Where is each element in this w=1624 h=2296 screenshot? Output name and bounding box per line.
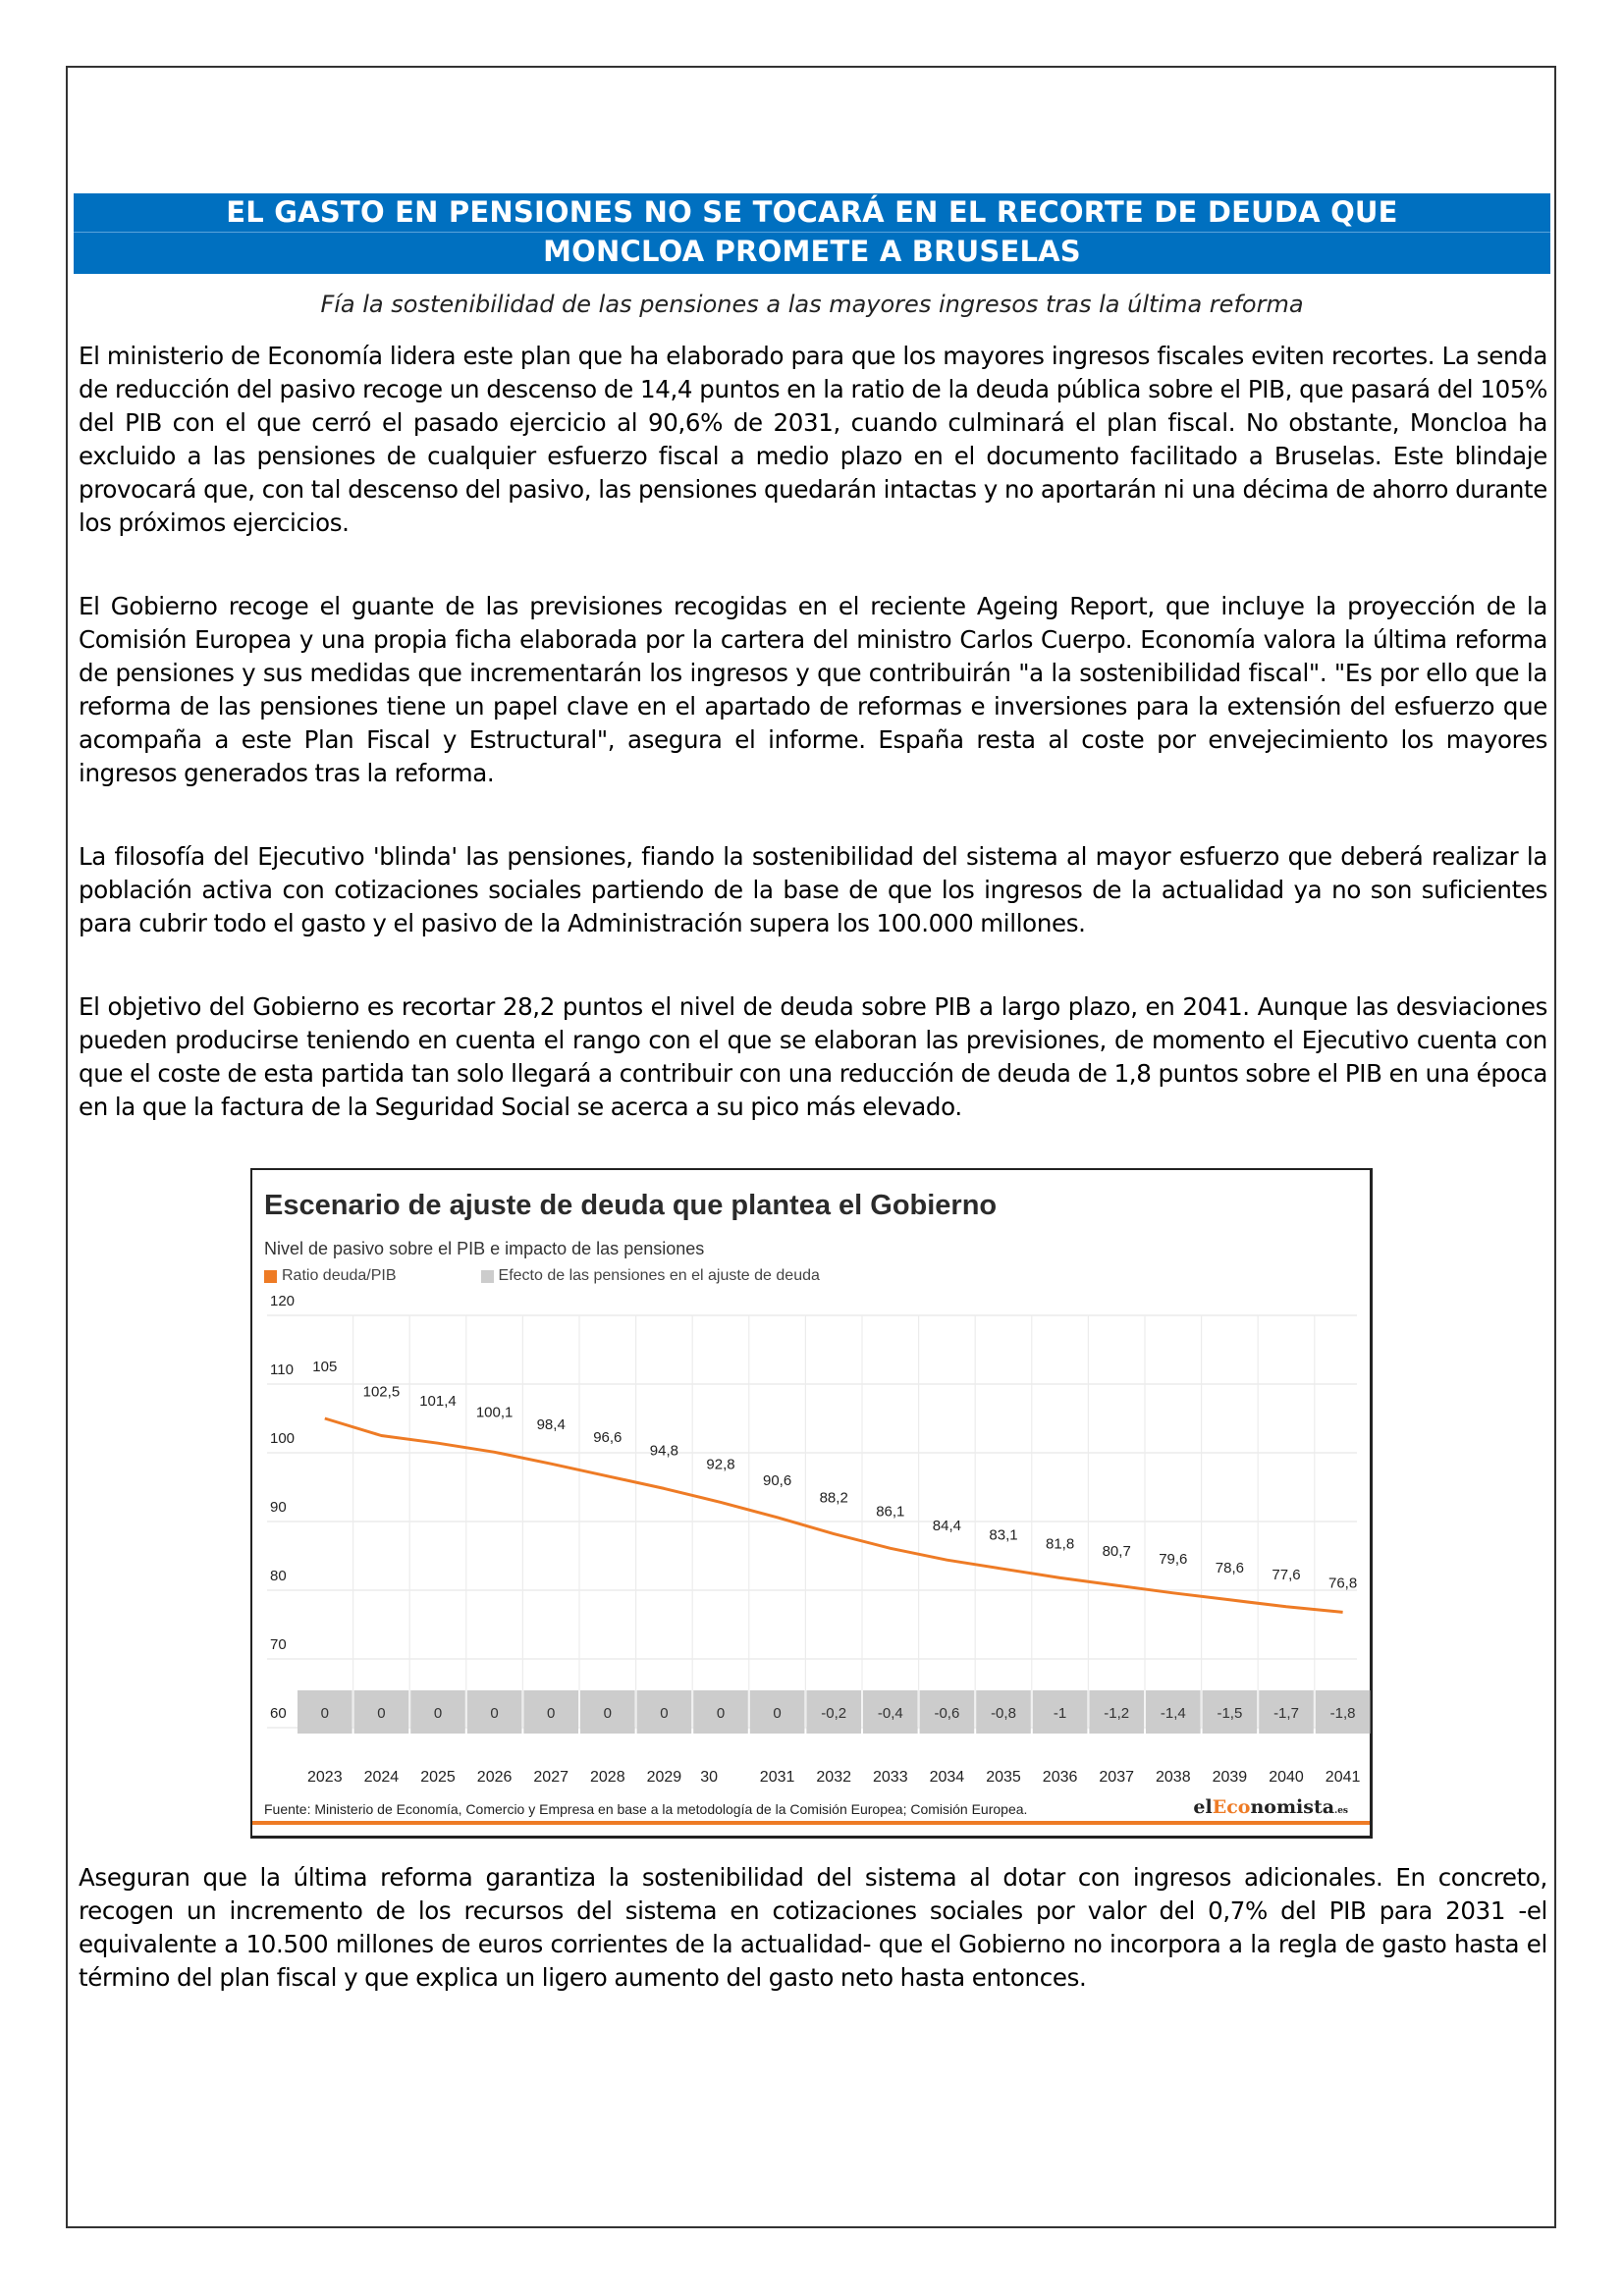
y-tick-label: 80 xyxy=(270,1568,287,1584)
x-tick-label: 2027 xyxy=(533,1769,568,1786)
x-tick-label: 2039 xyxy=(1212,1769,1248,1786)
pension-effect-value: -0,8 xyxy=(991,1705,1016,1722)
debt-chart xyxy=(250,1168,1373,1839)
pension-effect-value: 0 xyxy=(320,1705,329,1722)
x-tick-label: 2032 xyxy=(816,1769,851,1786)
x-tick-label: 30 xyxy=(700,1769,718,1786)
brand-pre: el xyxy=(1193,1796,1213,1818)
x-tick-label: 2023 xyxy=(307,1769,343,1786)
x-tick-label: 2040 xyxy=(1269,1769,1304,1786)
x-tick-label: 2034 xyxy=(929,1769,965,1786)
debt-ratio-line xyxy=(325,1418,1343,1612)
x-tick-label: 2038 xyxy=(1156,1769,1191,1786)
x-tick-label: 2025 xyxy=(420,1769,456,1786)
debt-ratio-label: 90,6 xyxy=(762,1471,792,1489)
headline-line-1: EL GASTO EN PENSIONES NO SE TOCARÁ EN EL RECORTE DE DEUDA QUE xyxy=(226,195,1398,229)
chart-plot-area xyxy=(252,1170,1372,1838)
y-tick-label: 120 xyxy=(270,1293,296,1309)
x-tick-label: 2036 xyxy=(1042,1769,1078,1786)
pension-effect-value: 0 xyxy=(773,1705,782,1722)
x-tick-label: 2035 xyxy=(986,1769,1021,1786)
debt-ratio-label: 80,7 xyxy=(1102,1543,1131,1561)
debt-ratio-label: 78,6 xyxy=(1215,1559,1245,1576)
paragraph-3: La filosofía del Ejecutivo 'blinda' las pensiones, fiando la sostenibilidad del sistema al mayor esfuerzo que deberá realizar la población activa con cotizaciones sociales partiendo de la base de que los ingresos de la actualidad ya no son suficientes para cubrir todo el gasto y el pasivo de la Administración supera los 100.000 millones. xyxy=(79,842,1547,937)
pension-effect-value: -0,6 xyxy=(934,1705,960,1722)
x-tick-label: 2026 xyxy=(476,1769,513,1786)
brand-suffix: .es xyxy=(1334,1806,1348,1816)
debt-ratio-label: 76,8 xyxy=(1327,1575,1358,1592)
pension-effect-value: -1,4 xyxy=(1160,1705,1186,1722)
pension-effect-value: 0 xyxy=(603,1705,612,1722)
paragraph-2: El Gobierno recoge el guante de las previsiones recogidas en el reciente Ageing Report, que incluye la proyección de la Comisión Europea y una propia ficha elaborada por la cartera del ministro Carlos Cuerpo. Economía valora la última reforma de pensiones y sus medidas que incrementarán los ingresos y que contribuirán "a la sostenibilidad fiscal". "Es por ello que la reforma de las pensiones tiene un papel clave en el apartado de reformas e inversiones para la extensión del esfuerzo que acompaña a este Plan Fiscal y Estructural", asegura el informe. España resta al coste por envejecimiento los mayores ingresos generados tras la reforma. xyxy=(79,592,1547,787)
debt-ratio-label: 77,6 xyxy=(1272,1566,1301,1583)
subheadline: Fía la sostenibilidad de las pensiones a las mayores ingresos tras la última reforma xyxy=(320,291,1304,318)
pension-effect-value: -1,8 xyxy=(1329,1705,1356,1722)
pension-effect-value: 0 xyxy=(433,1705,443,1722)
pension-effect-value: 0 xyxy=(716,1705,726,1722)
paragraph-1: El ministerio de Economía lidera este plan que ha elaborado para que los mayores ingresos fiscales eviten recortes. La senda de reducción del pasivo recoge un descenso de 14,4 puntos en la ratio de la deuda pública sobre el PIB, que pasará del 105% del PIB con el que cerró el pasado ejercicio al 90,6% de 2031, cuando culminará el plan fiscal. No obstante, Moncloa ha excluido a las pensiones de cualquier esfuerzo fiscal a medio plazo en el documento facilitado a Bruselas. Este blindaje provocará que, con tal descenso del pasivo, las pensiones quedarán intactas y no aportarán ni una décima de ahorro durante los próximos ejercicios. xyxy=(79,342,1547,537)
debt-ratio-label: 81,8 xyxy=(1045,1535,1075,1553)
x-tick-label: 2031 xyxy=(759,1769,795,1786)
x-tick-label: 2029 xyxy=(646,1769,682,1786)
debt-ratio-label: 105 xyxy=(312,1359,338,1375)
debt-ratio-label: 88,2 xyxy=(819,1489,848,1507)
paragraph-5: Aseguran que la última reforma garantiza la sostenibilidad del sistema al dotar con ingresos adicionales. En concreto, recogen un incremento de los recursos del sistema en cotizaciones sociales por valor del 0,7% del PIB para 2031 -el equivalente a 10.500 millones de euros corrientes de la actualidad- que el Gobierno no incorpora a la regla de gasto hasta el término del plan fiscal y que explica un ligero aumento del gasto neto hasta entonces. xyxy=(79,1863,1547,1992)
y-tick-label: 100 xyxy=(270,1430,296,1447)
x-tick-label: 2024 xyxy=(363,1769,400,1786)
chart-title: Escenario de ajuste de deuda que plantea el Gobierno xyxy=(264,1190,998,1221)
debt-ratio-label: 84,4 xyxy=(932,1518,962,1535)
paragraph-4: El objetivo del Gobierno es recortar 28,2 puntos el nivel de deuda sobre PIB a largo plazo, en 2041. Aunque las desviaciones pueden producirse teniendo en cuenta el rango con el que se elaboran las previsiones, de momento el Ejecutivo cuenta con que el coste de esta partida tan solo llegará a contribuir con una reducción de deuda de 1,8 puntos sobre el PIB en una época en la que la factura de la Seguridad Social se acerca a su pico más elevado. xyxy=(79,992,1547,1121)
y-tick-label: 70 xyxy=(270,1636,287,1653)
x-tick-label: 2028 xyxy=(590,1769,625,1786)
pension-effect-value: -1 xyxy=(1053,1705,1067,1722)
debt-ratio-label: 101,4 xyxy=(419,1393,457,1411)
chart-bottom-rule xyxy=(252,1821,1370,1825)
brand-post: nomista xyxy=(1250,1796,1335,1818)
headline xyxy=(74,193,1550,274)
headline-line-2: MONCLOA PROMETE A BRUSELAS xyxy=(74,232,1550,271)
x-tick-label: 2041 xyxy=(1325,1769,1361,1786)
pension-effect-value: 0 xyxy=(660,1705,669,1722)
pension-effect-value: 0 xyxy=(377,1705,386,1722)
debt-ratio-label: 83,1 xyxy=(989,1526,1018,1544)
debt-ratio-label: 98,4 xyxy=(536,1416,566,1434)
pension-effect-value: -1,7 xyxy=(1273,1705,1299,1722)
pension-effect-value: -0,4 xyxy=(877,1705,903,1722)
debt-ratio-label: 79,6 xyxy=(1159,1550,1188,1568)
brand-accent: Eco xyxy=(1212,1796,1251,1818)
chart-subtitle: Nivel de pasivo sobre el PIB e impacto de las pensiones xyxy=(264,1239,705,1258)
debt-ratio-label: 96,6 xyxy=(593,1428,623,1446)
pension-effect-value: -1,5 xyxy=(1217,1705,1243,1722)
y-tick-label: 60 xyxy=(270,1705,287,1722)
legend-label: Efecto de las pensiones en el ajuste de deuda xyxy=(498,1267,820,1284)
x-tick-label: 2033 xyxy=(873,1769,908,1786)
chart-source: Fuente: Ministerio de Economía, Comercio y Empresa en base a la metodología de la Comisión Europea; Comisión Europea. xyxy=(264,1801,1028,1817)
debt-ratio-label: 86,1 xyxy=(876,1503,905,1521)
pension-effect-value: -1,2 xyxy=(1104,1705,1130,1722)
debt-ratio-label: 100,1 xyxy=(475,1404,514,1421)
debt-ratio-label: 94,8 xyxy=(649,1442,679,1460)
y-tick-label: 110 xyxy=(270,1362,294,1378)
y-tick-label: 90 xyxy=(270,1499,287,1516)
debt-ratio-label: 102,5 xyxy=(362,1383,401,1401)
x-tick-label: 2037 xyxy=(1099,1769,1134,1786)
pension-effect-value: 0 xyxy=(547,1705,556,1722)
pension-effect-value: 0 xyxy=(490,1705,499,1722)
brand-logo xyxy=(1193,1796,1348,1818)
legend-label: Ratio deuda/PIB xyxy=(282,1267,397,1284)
debt-ratio-label: 92,8 xyxy=(706,1456,735,1473)
pension-effect-value: -0,2 xyxy=(821,1705,847,1722)
